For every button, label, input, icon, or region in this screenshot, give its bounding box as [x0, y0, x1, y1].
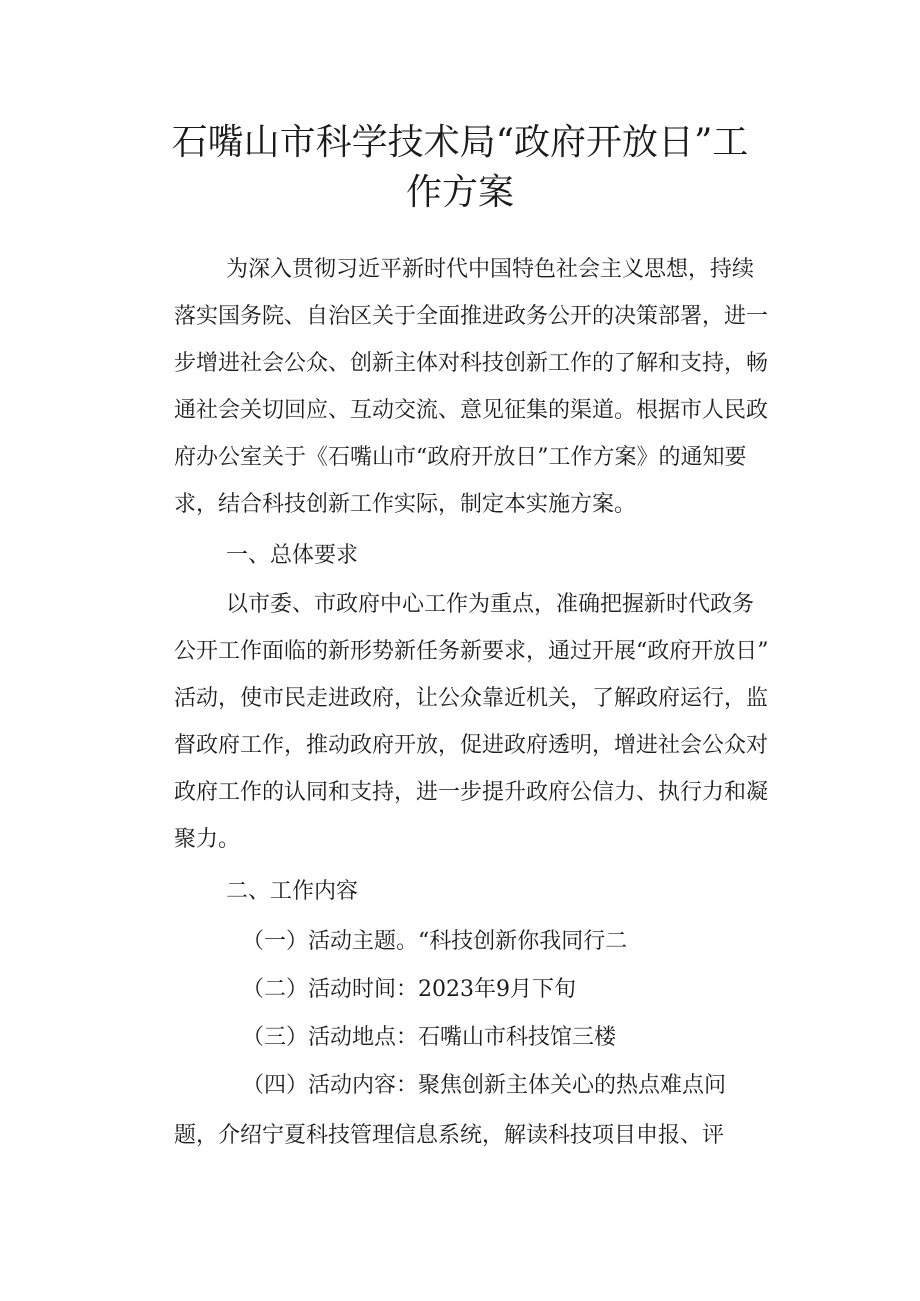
title-line-1: 石嘴山市科学技术局“政府开放日”工 — [171, 122, 749, 163]
paragraph-line: 督政府工作，推动政府开放，促进政府透明，增进社会公众对 — [174, 733, 769, 758]
paragraph-line: 府办公室关于《石嘴山市“政府开放日”工作方案》的通知要 — [174, 445, 747, 470]
content-item-1: （一）活动主题。“科技创新你我同行二 — [242, 929, 628, 954]
paragraph-line: 通社会关切回应、互动交流、意见征集的渠道。根据市人民政 — [174, 398, 769, 423]
title-line-2: 作方案 — [405, 172, 514, 213]
content-item-3: （三）活动地点：石嘴山市科技馆三楼 — [242, 1025, 617, 1050]
section-heading-2: 二、工作内容 — [226, 879, 359, 904]
paragraph-line: 求，结合科技创新工作实际，制定本实施方案。 — [174, 492, 637, 517]
document-title — [150, 118, 770, 218]
section1-paragraph — [174, 581, 769, 863]
intro-paragraph — [174, 246, 769, 528]
paragraph-line: 题，介绍宁夏科技管理信息系统，解读科技项目申报、评 — [174, 1123, 725, 1148]
paragraph-line: 落实国务院、自治区关于全面推进政务公开的决策部署，进一 — [174, 304, 769, 329]
paragraph-line: 步增进社会公众、创新主体对科技创新工作的了解和支持，畅 — [174, 351, 769, 376]
content-item-4: （四）活动内容：聚焦创新主体关心的热点难点问 — [242, 1073, 727, 1098]
paragraph-line: 为深入贯彻习近平新时代中国特色社会主义思想，持续 — [226, 257, 755, 282]
section-heading-1: 一、总体要求 — [226, 543, 359, 568]
content-item-4-continuation — [174, 1112, 754, 1159]
paragraph-line: 以市委、市政府中心工作为重点，准确把握新时代政务 — [226, 592, 755, 617]
content-item-2: （二）活动时间：2023年9月下旬 — [242, 977, 576, 1002]
paragraph-line: 公开工作面临的新形势新任务新要求，通过开展“政府开放日” — [174, 639, 769, 664]
paragraph-line: 政府工作的认同和支持，进一步提升政府公信力、执行力和凝 — [174, 780, 769, 805]
paragraph-line: 活动，使市民走进政府，让公众靠近机关，了解政府运行，监 — [174, 686, 769, 711]
paragraph-line: 聚力。 — [174, 827, 241, 852]
